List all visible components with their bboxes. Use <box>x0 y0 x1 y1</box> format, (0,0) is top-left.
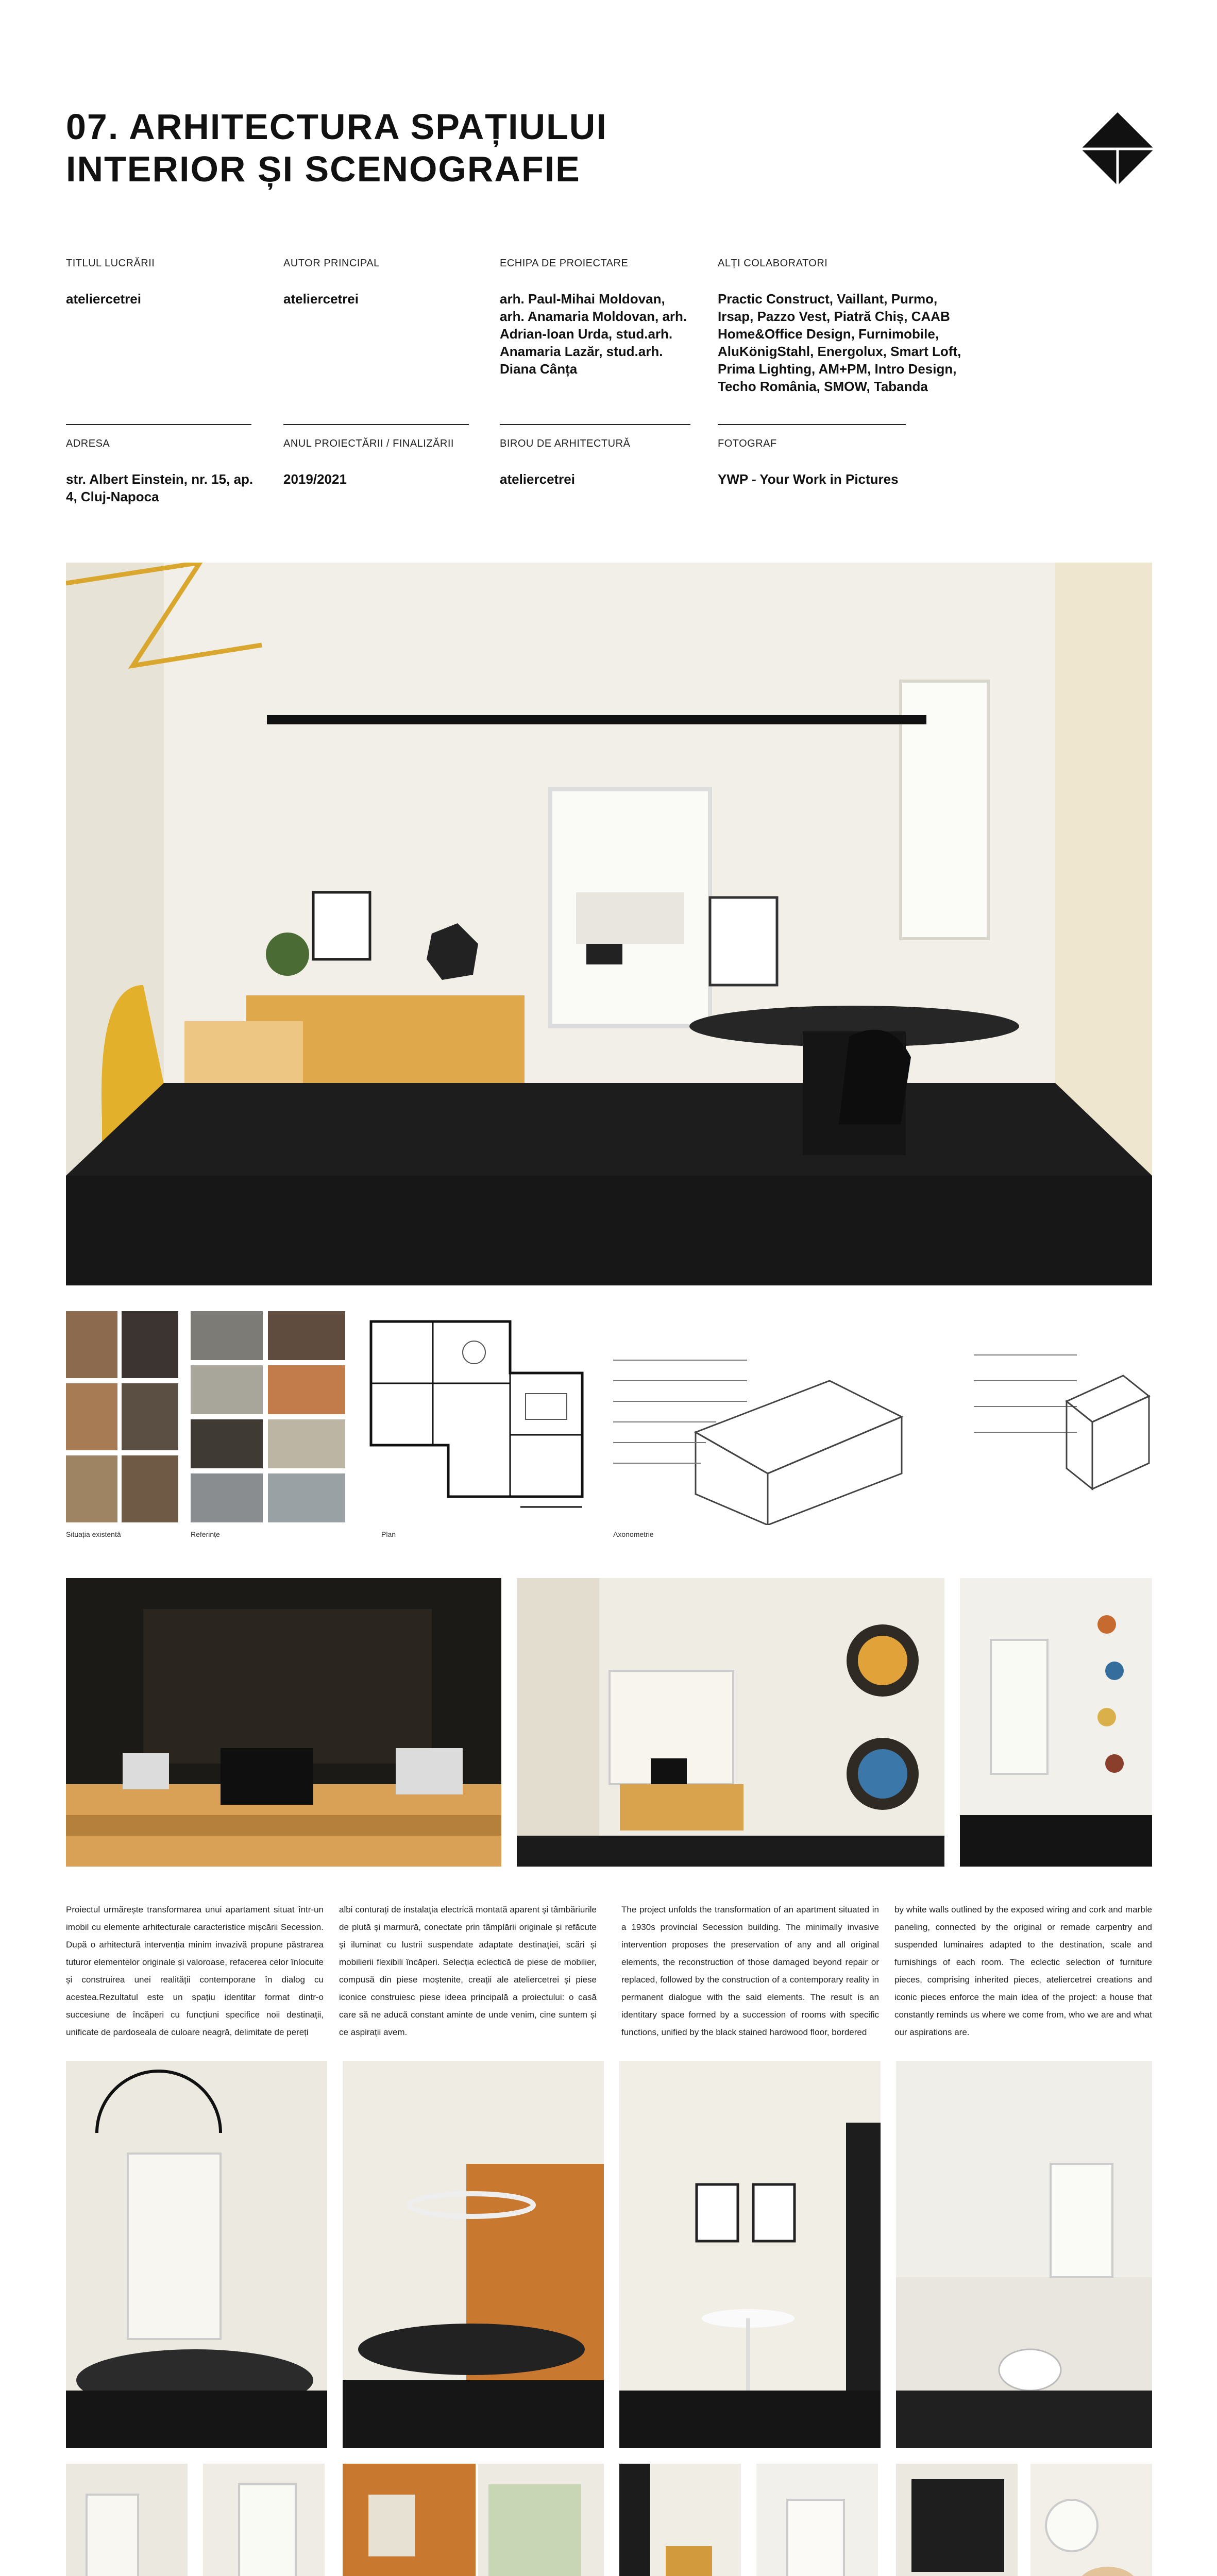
text-ro-col1: Proiectul urmărește transformarea unui apartament situat într-un imobil cu elemente arhitecturale caracteristice mișcării Secession. După o arhitectură intervenția minim invazivă propune păstrarea tuturor elementelor originale și valoroase, refacerea celor înlocuite și construirea unei realității contemporane în dialog cu acestea.Rezultatul este un spațiu identitar format dintr-o succesiune de încăperi cu funcțiuni specifice noii destinații, unificate de pardoseala de culoare neagră, delimitate de pereți <box>66 1905 324 2037</box>
divider <box>718 424 906 425</box>
info-year <box>283 438 479 488</box>
caption-situation: Situația existentă <box>66 1530 121 1538</box>
info-label: TITLUL LUCRĂRII <box>66 258 155 269</box>
info-title <box>66 258 251 308</box>
photo-desk-room <box>66 1578 501 1867</box>
photo-meeting-glass <box>66 2061 327 2448</box>
info-value: YWP - Your Work in Pictures <box>718 471 899 487</box>
info-collaborators <box>718 258 975 395</box>
floor-plan-drawing <box>356 1311 613 1528</box>
photo-bathroom <box>896 2061 1152 2448</box>
hero-photo <box>66 563 1152 1285</box>
photo-small-1 <box>66 2464 188 2576</box>
text-ro-col2: albi conturați de instalația electrică montată aparent și tâmbăriurile de plută și marmură, conectate prin tâmplării originale și refăcute și iluminat cu lustrii suspendate adaptate destinației, scări și mobilierii flexibili încăperi. Selecția eclectică de piese de mobilier, compusă din piese moștenite, creații ale ateliercetrei și piese iconice construiesc piese ideea principală a proiectului: o casă care să ne aducă constant aminte de unde venim, cine suntem și ce aspirații avem. <box>339 1905 597 2037</box>
section-logo-icon <box>1081 112 1154 185</box>
info-team <box>500 258 690 378</box>
info-address <box>66 438 262 505</box>
axonometry-drawing <box>613 1340 1152 1525</box>
photo-small-3 <box>343 2464 476 2576</box>
photo-small-5 <box>619 2464 741 2576</box>
info-label: ANUL PROIECTĂRII / FINALIZĂRII <box>283 438 454 449</box>
info-value: ateliercetrei <box>66 291 141 307</box>
info-value: ateliercetrei <box>500 471 575 487</box>
title-line-1: 07. ARHITECTURA SPAȚIULUI <box>66 107 607 147</box>
page-title <box>66 106 607 190</box>
info-value: Practic Construct, Vaillant, Purmo, Irsap, Pazzo Vest, Piatră Chiș, CAAB Home&Office Design, Furnimobile, AluKönigStahl, Energolux, Smart Loft, Prima Lighting, AM+PM, Intro Design, Techo România, SMOW, Tabanda <box>718 291 961 394</box>
info-label: BIROU DE ARHITECTURĂ <box>500 438 631 449</box>
info-value: str. Albert Einstein, nr. 15, ap. 4, Cluj-Napoca <box>66 471 253 504</box>
caption-references: Referințe <box>191 1530 220 1538</box>
photo-small-4 <box>478 2464 604 2576</box>
caption-plan: Plan <box>381 1530 396 1538</box>
info-label: ECHIPA DE PROIECTARE <box>500 258 629 269</box>
divider <box>283 424 469 425</box>
divider <box>66 424 251 425</box>
photo-office-view <box>517 1578 944 1867</box>
text-en-col2: by white walls outlined by the exposed wiring and cork and marble paneling, connected by the original or remade carpentry and suspended luminaires adapted to the destination, scale and furnishings of each room. The eclectic selection of furniture pieces, comprising inherited pieces, ateliercetrei creations and iconic pieces enforce the main idea of the project: a house that constantly reminds us where we come from, who we are and what our aspirations are. <box>894 1905 1152 2037</box>
info-label: AUTOR PRINCIPAL <box>283 258 380 269</box>
info-label: FOTOGRAF <box>718 438 777 449</box>
photo-dining-corner <box>619 2061 881 2448</box>
title-line-2: INTERIOR ȘI SCENOGRAFIE <box>66 149 581 189</box>
info-label: ALȚI COLABORATORI <box>718 258 828 269</box>
info-photographer <box>718 438 975 488</box>
info-label: ADRESA <box>66 438 110 449</box>
info-value: 2019/2021 <box>283 471 347 487</box>
photo-small-7 <box>896 2464 1018 2576</box>
info-author <box>283 258 469 308</box>
divider <box>500 424 690 425</box>
info-value: ateliercetrei <box>283 291 359 307</box>
photo-small-8 <box>1030 2464 1152 2576</box>
info-office <box>500 438 696 488</box>
info-value: arh. Paul-Mihai Moldovan, arh. Anamaria Moldovan, arh. Adrian-Ioan Urda, stud.arh. Anamaria Lazăr, stud.arh. Diana Cânța <box>500 291 687 377</box>
photo-small-2 <box>203 2464 325 2576</box>
existing-situation-thumbs <box>66 1311 179 1528</box>
caption-axonometry: Axonometrie <box>613 1530 654 1538</box>
photo-small-6 <box>756 2464 878 2576</box>
text-en-col1: The project unfolds the transformation of an apartment situated in a 1930s provincial Secession building. The minimally invasive intervention proposes the preservation of any and all original elements, the reconstruction of those damaged beyond repair or replaced, followed by the construction of a contemporary reality in permanent dialogue with the said elements. The result is an identitary space formed by a succession of rooms with specific functions, unified by the black stained hardwood floor, bordered <box>621 1905 879 2037</box>
references-thumbs <box>191 1311 345 1528</box>
photo-meeting-orange <box>343 2061 604 2448</box>
photo-corridor <box>960 1578 1152 1867</box>
